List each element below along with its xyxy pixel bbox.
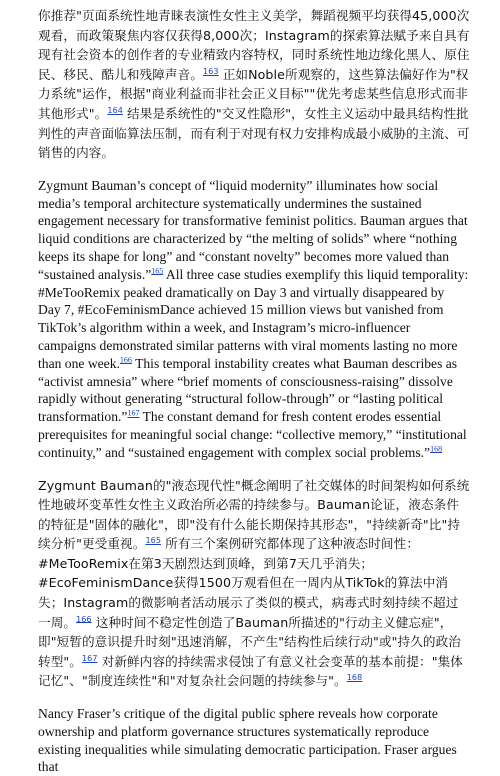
footnote-ref <box>107 106 123 115</box>
paragraph-text-segment: Zygmunt Bauman的"液态现代性"概念阐明了社交媒体的时间架构如何系统性地破坏变革性女性主义政治所必需的持续参与。Bauman论证，液态条件的特征是"固体的融化"，即"没有什么能长期保持其形态"，"持续新奇"比"持续分析"更受重视。 <box>38 477 470 552</box>
paragraph-text-segment: 这种时间不稳定性创造了Bauman所描述的"行动主义健忘症"，即"短暂的意识提升时刻"迅速消解，不产生"结构性后续行动"或"持久的政治转型"。 <box>38 614 461 669</box>
paragraph-text-segment: All three case studies exemplify this liquid temporality: #MeTooRemix peaked dramatically on Day 3 and virtually disappeared by Day 7, #EcoFeminismDance achieved 15 million views but vanished from TikTok’s algorithm within a week, and Instagram’s micro-influencer campaigns demonstrated similar patterns with viral moments lasting no more than one week. <box>38 266 469 371</box>
paragraph-zh-1 <box>38 6 470 163</box>
paragraph-text-segment: This temporal instability creates what Bauman describes as “activist amnesia” where “brief moments of consciousness-raising” dissolve rapidly without generating “structural follow-through” or “lasting political transformation.” <box>38 355 458 425</box>
paragraph-text-segment: 结果是系统性的"交叉性隐形"，女性主义运动中最具结构性批判性的声音面临算法压制，而有利于对现有权力安排构成最小威胁的主流、可销售的内容。 <box>38 105 470 161</box>
footnote-link-166[interactable]: 166 <box>119 355 132 365</box>
paragraph-text-segment: 你推荐"页面系统性地青睐表演性女性主义美学，舞蹈视频平均获得45,000次观看，而政策聚焦内容仅获得8,000次；Instagram的探索算法赋予来自具有现有社会资本的创作者的专业精致内容特权，同时系统性地边缘化黑人、原住民、移民、酷儿和残障声音。 <box>38 8 470 82</box>
footnote-link-166[interactable]: 166 <box>76 614 92 624</box>
footnote-ref <box>145 536 161 545</box>
footnote-link-167[interactable]: 167 <box>127 408 140 418</box>
paragraph-text-segment: 所有三个案例研究都体现了这种液态时间性：#MeTooRemix在第3天剧烈达到顶峰，到第7天几乎消失；#EcoFeminismDance获得1500万观看但在一周内从TikTok的算法中消失；Instagram的微影响者活动展示了类似的模式，病毒式时刻持续不超过一周。 <box>38 536 459 630</box>
paragraph-text-segment: The constant demand for fresh content erodes essential prerequisites for meaningful social change: “collective memory,” “institutional continuity,” and “sustained engagement with complex social problems.” <box>38 409 467 460</box>
footnote-link-164[interactable]: 164 <box>107 105 123 115</box>
footnote-link-167[interactable]: 167 <box>81 653 98 663</box>
paragraph-text-segment: Nancy Fraser’s critique of the digital public sphere reveals how corporate ownership and platform governance structures systematically reproduce existing inequalities while simulating democratic participation. Fraser argues that <box>38 706 457 775</box>
footnote-ref <box>430 444 442 453</box>
footnote-link-163[interactable]: 163 <box>203 66 219 76</box>
footnote-ref <box>347 673 363 682</box>
paragraph-text-segment: 正如Noble所观察的，这些算法偏好作为"权力系统"运作，根据"商业利益而非社会正义目标""优先考虑某些信息形式而非其他形式"。 <box>38 66 469 121</box>
footnote-ref <box>76 614 92 623</box>
paragraph-zh-bauman <box>38 476 470 692</box>
footnote-link-165[interactable]: 165 <box>145 536 162 546</box>
paragraph-en-fraser <box>38 705 470 776</box>
paragraph-text-segment: 对新鲜内容的持续需求侵蚀了有意义社会变革的基本前提："集体记忆"、"制度连续性"和"对复杂社会问题的持续参与"。 <box>38 653 463 689</box>
paragraph-en-bauman <box>38 177 470 462</box>
footnote-ref <box>120 355 132 364</box>
footnote-link-165[interactable]: 165 <box>151 266 164 276</box>
footnote-ref <box>127 409 139 418</box>
paragraph-text-segment: Zygmunt Bauman’s concept of “liquid modernity” illuminates how social media’s temporal architecture systematically undermines the sustained engagement necessary for transformative feminist politics. Bauman argues that liquid conditions are characterized by “the melting of solids” where “nothing keeps its shape for long” and “constant novelty” becomes more valued than “sustained analysis.” <box>38 177 468 282</box>
footnote-ref <box>151 266 163 275</box>
footnote-link-168[interactable]: 168 <box>430 444 443 454</box>
footnote-ref <box>82 654 98 663</box>
footnote-link-168[interactable]: 168 <box>346 673 363 683</box>
footnote-ref <box>203 67 219 76</box>
